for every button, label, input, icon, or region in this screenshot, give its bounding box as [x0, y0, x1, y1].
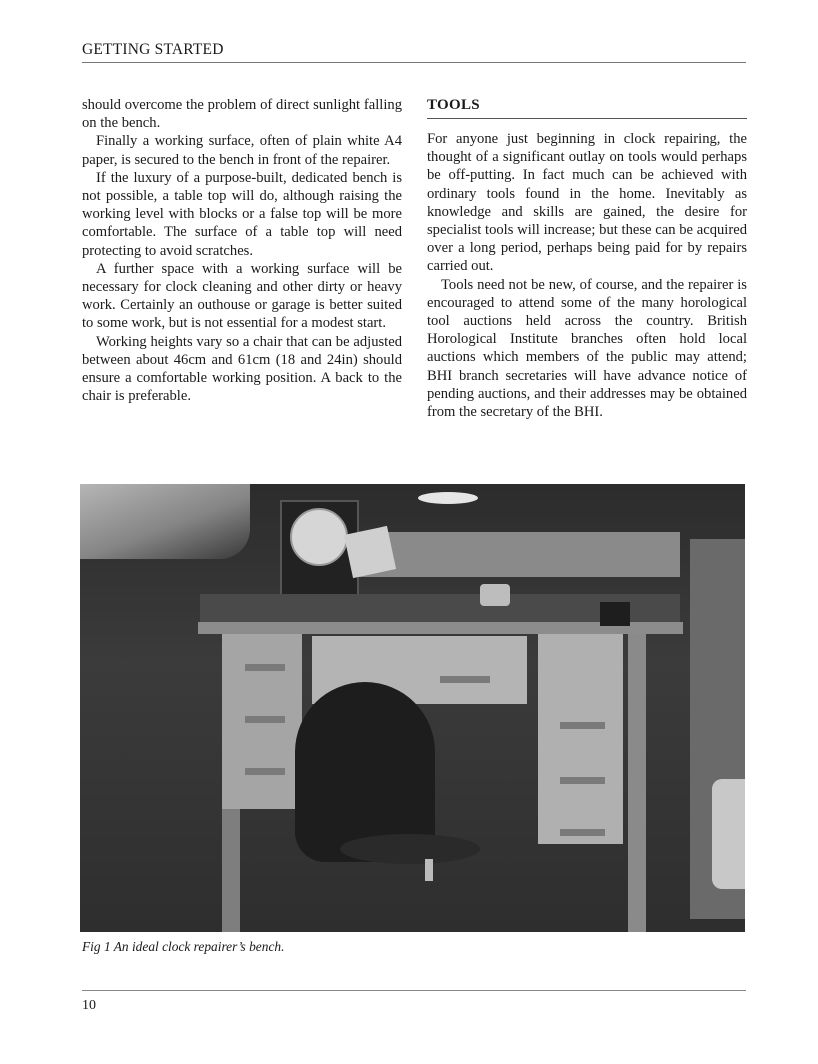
paragraph: If the luxury of a purpose-built, dedicated bench is not possible, a table top will do, although raising the working level with blocks or a false top will be more comfortable. The surface of a table top will need protecting to avoid scratches.	[82, 169, 402, 259]
paragraph: Tools need not be new, of course, and the repairer is encouraged to attend some of the many horological tool auctions held across the country. British Horological Institute branches often hold local auctions which members of the public may attend; BHI branch secretaries will have advance notice of pending auctions, and their addresses may be obtained from the secretary of the BHI.	[427, 276, 747, 421]
drawer-handle	[440, 676, 490, 683]
desk-pedestal-right	[538, 634, 623, 844]
left-column	[82, 96, 402, 405]
section-rule	[427, 118, 747, 119]
clock-dial	[290, 508, 348, 566]
footer-rule	[82, 990, 746, 991]
drawer-handle	[560, 722, 605, 729]
figure-caption: Fig 1 An ideal clock repairer’s bench.	[82, 939, 285, 954]
right-column	[427, 96, 747, 421]
drawer-handle	[245, 664, 285, 671]
shelf-clutter	[80, 484, 250, 559]
chair-post	[425, 859, 433, 881]
paragraph: should overcome the problem of direct sunlight falling on the bench.	[82, 97, 402, 132]
paragraph: For anyone just beginning in clock repairing, the thought of a significant outlay on tools would perhaps be off-putting. In fact much can be achieved with ordinary tools found in the home. Inevitably as knowledge and skills are gained, the desire for specialist tools will increase; but these can be acquired over a long period, perhaps being paid for by repairs carried out.	[427, 131, 747, 275]
drawer-handle	[245, 768, 285, 775]
paragraph: Finally a working surface, often of plain white A4 paper, is secured to the bench in front of the repairer.	[82, 133, 402, 168]
running-head: GETTING STARTED	[82, 41, 224, 58]
figure-photo	[80, 484, 745, 932]
bench-vice	[600, 602, 630, 626]
paragraph: Working heights vary so a chair that can be adjusted between about 46cm and 61cm (18 and 24in) should ensure a comfortable working position. A back to the chair is preferable.	[82, 333, 402, 405]
section-heading: TOOLS	[427, 97, 480, 113]
desk-leg	[628, 634, 646, 932]
tool-jar	[480, 584, 510, 606]
lamp-shade	[418, 492, 478, 504]
drawer-handle	[560, 777, 605, 784]
header-rule	[82, 62, 746, 63]
paragraph: A further space with a working surface will be necessary for clock cleaning and other dirty or heavy work. Certainly an outhouse or garage is better suited to some work, but is not essential for a modest start.	[82, 260, 402, 332]
page-number: 10	[82, 998, 96, 1013]
drawer-handle	[560, 829, 605, 836]
bucket	[712, 779, 745, 889]
chair-seat	[340, 834, 480, 864]
drawer-handle	[245, 716, 285, 723]
desk-leg	[222, 809, 240, 932]
clock-movement	[344, 526, 396, 578]
